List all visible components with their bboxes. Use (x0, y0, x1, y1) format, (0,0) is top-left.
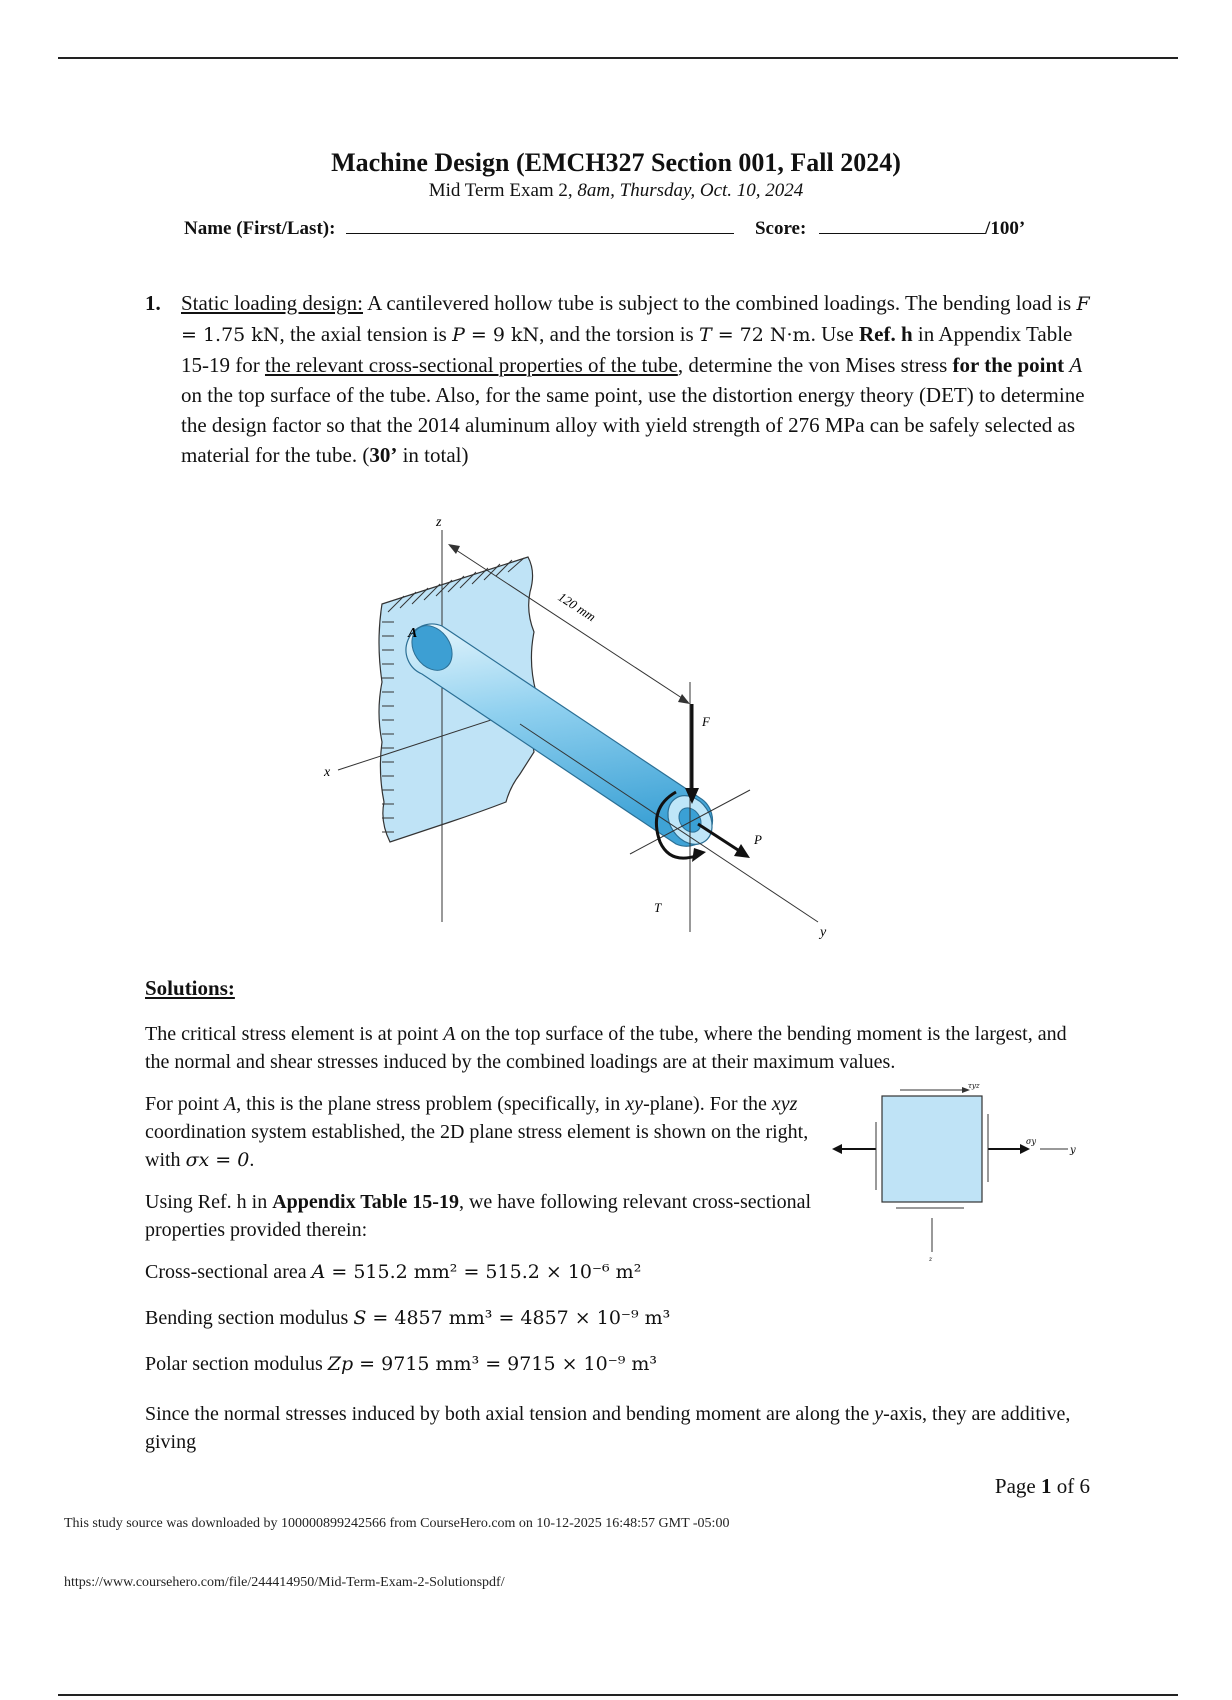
exam-subtitle: Mid Term Exam 2, 8am, Thursday, Oct. 10, 2024 (428, 180, 804, 201)
solution-paragraph-3: Using Ref. h in Appendix Table 15-19, we have following relevant cross-sectional properties provided therein: (145, 1191, 812, 1241)
plane-stress-element (830, 1082, 1100, 1262)
dimension-arrow-start (448, 544, 460, 554)
score-label: Score: (754, 218, 807, 239)
question-1 (145, 288, 1095, 470)
score-field[interactable] (819, 219, 985, 234)
torque-t-label: T (654, 900, 662, 915)
y-axis (520, 724, 818, 922)
download-note: This study source was downloaded by 100000899242566 from CourseHero.com on 10-12-2025 16:48:57 GMT -05:00 (64, 1516, 730, 1531)
z-axis-label: z (436, 515, 442, 530)
solution-paragraph-1: The critical stress element is at point A on the top surface of the tube, where the bending moment is the largest, and the normal and shear stresses induced by the combined loadings are at their maximum values. (145, 1023, 1067, 1073)
exam-title: Machine Design (EMCH327 Section 001, Fall 2024) (331, 148, 901, 177)
element-y-label: y (1070, 1145, 1076, 1156)
question-text: Static loading design: A cantilevered hollow tube is subject to the combined loadings. The bending load is F = 1.75 kN, the axial tension is P = 9 kN, and the torsion is T = 72 N·m. Use Ref. h in Appendix Table 15-19 for the relevant cross-sectional properties of the tube, determine the von Mises stress for the point A on the top surface of the tube. Also, for the same point, use the distortion energy theory (DET) to determine the design factor so that the 2014 aluminum alloy with yield strength of 276 MPa can be safely selected as material for the tube. (30’ in total) (181, 291, 1090, 467)
element-z-label: z (929, 1256, 933, 1263)
name-label: Name (First/Last): (184, 218, 336, 239)
cross-sectional-area: Cross-sectional area A = 515.2 mm² = 515.2 × 10⁻⁶ m² (145, 1261, 642, 1283)
source-url[interactable]: https://www.coursehero.com/file/244414950/Mid-Term-Exam-2-Solutionspdf/ (64, 1575, 505, 1590)
score-total: /100’ (985, 218, 1026, 239)
top-rule (58, 57, 1178, 59)
force-f-label: F (702, 714, 710, 729)
dimension-label: 120 mm (555, 589, 599, 625)
tau-label: τyz (968, 1082, 980, 1090)
solution-paragraph-2: For point A, this is the plane stress problem (specifically, in xy-plane). For the xyz coordination system established, the 2D plane stress element is shown on the right, with σx = 0. (145, 1093, 809, 1171)
force-p-label: P (754, 832, 762, 847)
force-p-arrowhead (734, 844, 750, 858)
dimension-arrow-end (678, 694, 690, 704)
solutions-heading: Solutions: (145, 976, 235, 1000)
question-number: 1. (145, 291, 161, 315)
solution-paragraph-7: Since the normal stresses induced by both axial tension and bending moment are along the y-axis, they are additive, giving (145, 1403, 1071, 1453)
sigma-arrowhead-left (832, 1144, 842, 1154)
stress-element-square (882, 1096, 982, 1202)
name-score-line (184, 218, 1025, 240)
cantilever-tube-figure (324, 512, 920, 952)
polar-section-modulus: Polar section modulus Zp = 9715 mm³ = 9715 × 10⁻⁹ m³ (145, 1353, 658, 1375)
bending-section-modulus: Bending section modulus S = 4857 mm³ = 4857 × 10⁻⁹ m³ (145, 1307, 671, 1329)
point-a-label: A (408, 626, 418, 641)
page-number: Page 1 of 6 (994, 1474, 1090, 1498)
sigma-label: σy (1026, 1137, 1036, 1146)
y-axis-label: y (820, 925, 827, 940)
torque-t-arrowhead (692, 848, 706, 862)
name-field[interactable] (346, 219, 734, 234)
x-axis-label: x (324, 765, 331, 780)
bottom-rule (58, 1694, 1178, 1696)
